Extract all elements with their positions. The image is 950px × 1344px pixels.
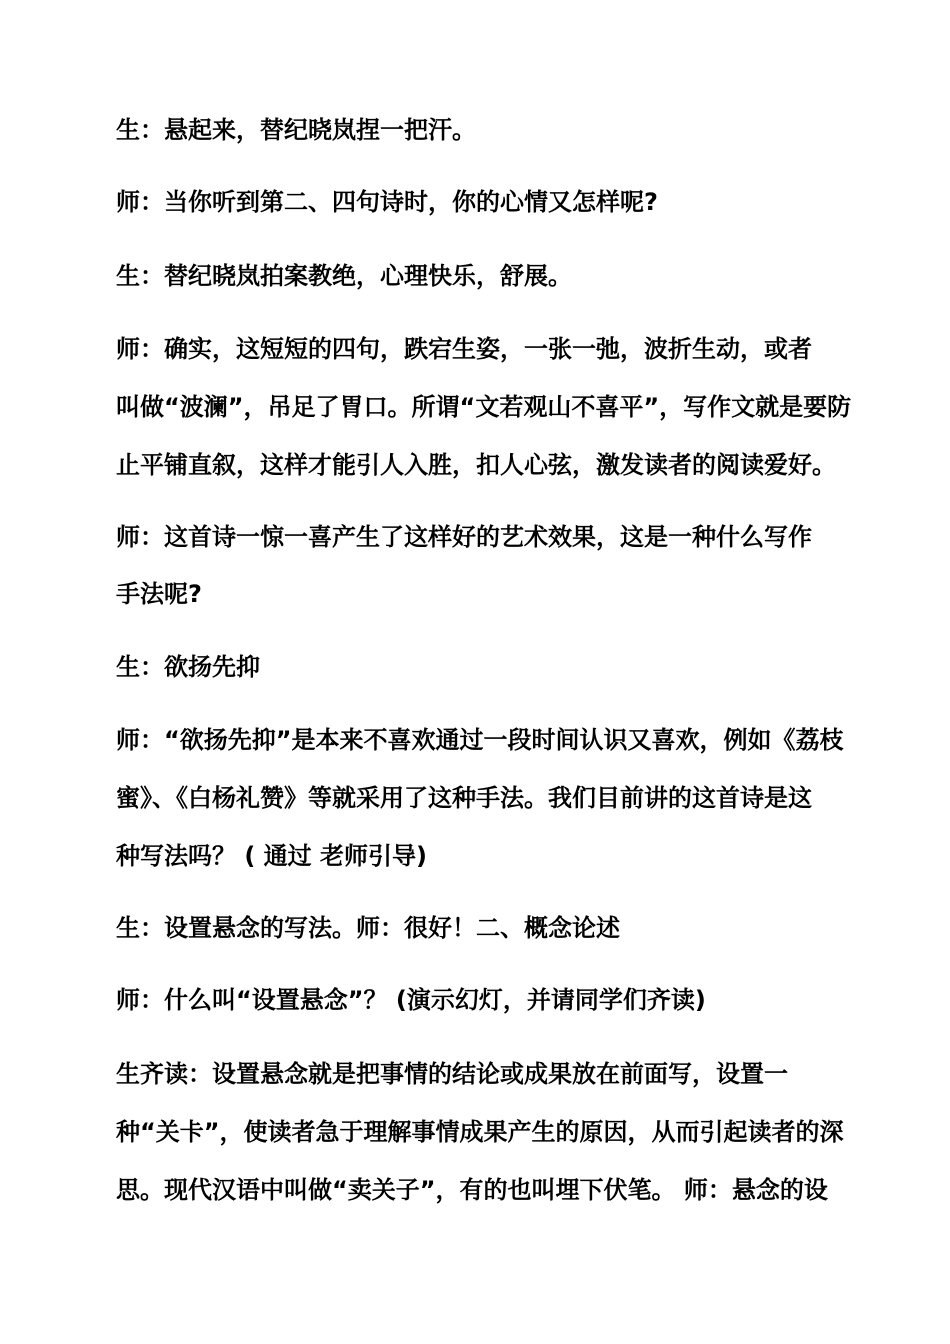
text-line: 生：悬起来，替纪晓岚捏一把汗。 <box>116 116 476 144</box>
text-line: 师：这首诗一惊一喜产生了这样好的艺术效果，这是一种什么写作 <box>116 523 812 551</box>
text-line: 生：设置悬念的写法。师：很好！二、概念论述 <box>116 914 620 942</box>
text-line: 师：确实，这短短的四句，跌宕生姿，一张一弛，波折生动，或者 <box>116 335 812 363</box>
text-line: 蜜》、《白杨礼赞》等就采用了这种手法。我们目前讲的这首诗是这 <box>116 784 812 812</box>
text-line: 生齐读：设置悬念就是把事情的结论或成果放在前面写，设置一 <box>116 1060 788 1088</box>
text-line: 叫做“波澜”，吊足了胃口。所谓“文若观山不喜平”，写作文就是要防 <box>116 393 852 421</box>
text-line: 师：当你听到第二、四句诗时，你的心情又怎样呢? <box>116 188 658 216</box>
text-line: 生：替纪晓岚拍案教绝，心理快乐，舒展。 <box>116 262 572 290</box>
text-line: 师：什么叫“设置悬念”？ (演示幻灯，并请同学们齐读) <box>116 986 706 1014</box>
text-line: 种写法吗？ ( 通过 老师引导) <box>116 842 428 870</box>
text-line: 师：“欲扬先抑”是本来不喜欢通过一段时间认识又喜欢，例如《荔枝 <box>116 726 844 754</box>
text-line: 手法呢? <box>116 580 202 608</box>
text-line: 种“关卡”，使读者急于理解事情成果产生的原因，从而引起读者的深 <box>116 1118 844 1146</box>
text-line: 止平铺直叙，这样才能引人入胜，扣人心弦，激发读者的阅读爱好。 <box>116 451 836 479</box>
text-line: 生：欲扬先抑 <box>116 653 260 681</box>
text-line: 思。现代汉语中叫做“卖关子”，有的也叫埋下伏笔。 师：悬念的设 <box>116 1176 828 1204</box>
